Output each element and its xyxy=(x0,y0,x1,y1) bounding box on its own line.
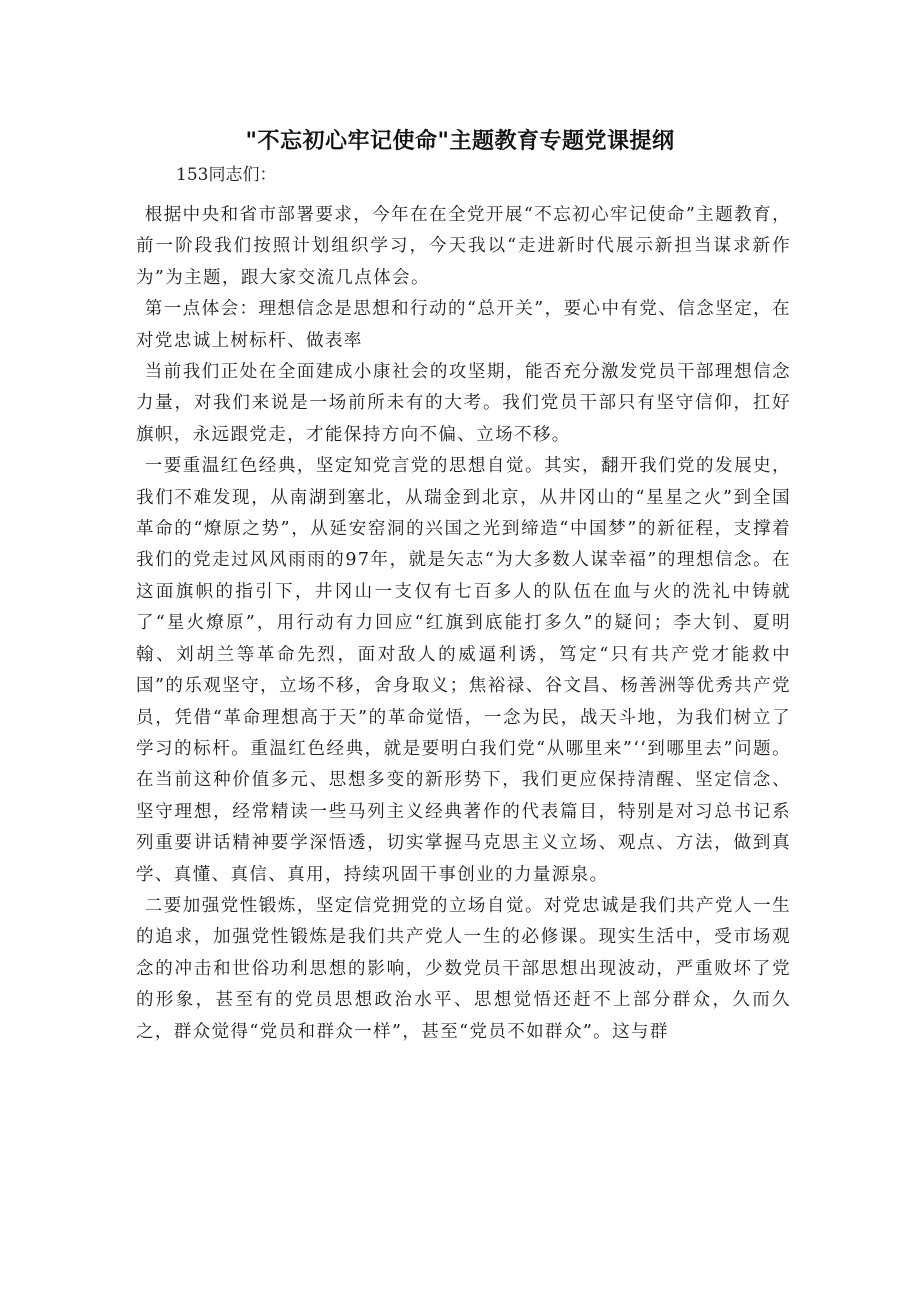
paragraph-current-situation: 当前我们正处在全面建成小康社会的攻坚期，能否充分激发党员干部理想信念力量，对我们来说是一场前所未有的大考。我们党员干部只有坚守信仰，扛好旗帜，永远跟党走，才能保持方向不偏、立场不移。 xyxy=(136,362,791,445)
paragraph-point-one-heading: 第一点体会：理想信念是思想和行动的“总开关”，要心中有党、信念坚定，在对党忠诚上树标杆、做表率 xyxy=(136,299,791,351)
document-title: "不忘初心牢记使命"主题教育专题党课提纲 xyxy=(245,129,675,154)
paragraph-intro: 根据中央和省市部署要求，今年在在全党开展“不忘初心牢记使命”主题教育，前一阶段我们按照计划组织学习，今天我以“走进新时代展示新担当谋求新作为”为主题，跟大家交流几点体会。 xyxy=(136,205,791,288)
paragraph-red-classics: 一要重温红色经典，坚定知党言党的思想自觉。其实，翻开我们党的发展史，我们不难发现，从南湖到塞北，从瑞金到北京，从井冈山的“星星之火”到全国革命的“燎原之势”，从延安窑洞的兴国之光到缔造“中国梦”的新征程，支撑着我们的党走过风风雨雨的97年，就是矢志“为大多数人谋幸福”的理想信念。在这面旗帜的指引下，井冈山一支仅有七百多人的队伍在血与火的洗礼中铸就了“星火燎原”，用行动有力回应“红旗到底能打多久”的疑问；李大钊、夏明翰、刘胡兰等革命先烈，面对敌人的威逼利诱，笃定“只有共产党才能救中国”的乐观坚守，立场不移，舍身取义；焦裕禄、谷文昌、杨善洲等优秀共产党员，凭借“革命理想高于天”的革命觉悟，一念为民，战天斗地，为我们树立了学习的标杆。重温红色经典，就是要明白我们党“从哪里来”‘‘到哪里去”问题。在当前这种价值多元、思想多变的新形势下，我们更应保持清醒、坚定信念、坚守理想，经常精读一些马列主义经典著作的代表篇目，特别是对习总书记系列重要讲话精神要学深悟透，切实掌握马克思主义立场、观点、方法，做到真学、真懂、真信、真用，持续巩固干事创业的力量源泉。 xyxy=(136,456,791,885)
salutation: 153同志们： xyxy=(176,165,277,185)
document-body xyxy=(136,200,791,1048)
paragraph-party-spirit: 二要加强党性锻炼，坚定信党拥党的立场自觉。对党忠诚是我们共产党人一生的追求，加强党性锻炼是我们共产党人一生的必修课。现实生活中，受市场观念的冲击和世俗功利思想的影响，少数党员干部思想出现波动，严重败坏了党的形象，甚至有的党员思想政治水平、思想觉悟还赶不上部分群众，久而久之，群众觉得“党员和群众一样”，甚至“党员不如群众”。这与群 xyxy=(136,895,791,1042)
